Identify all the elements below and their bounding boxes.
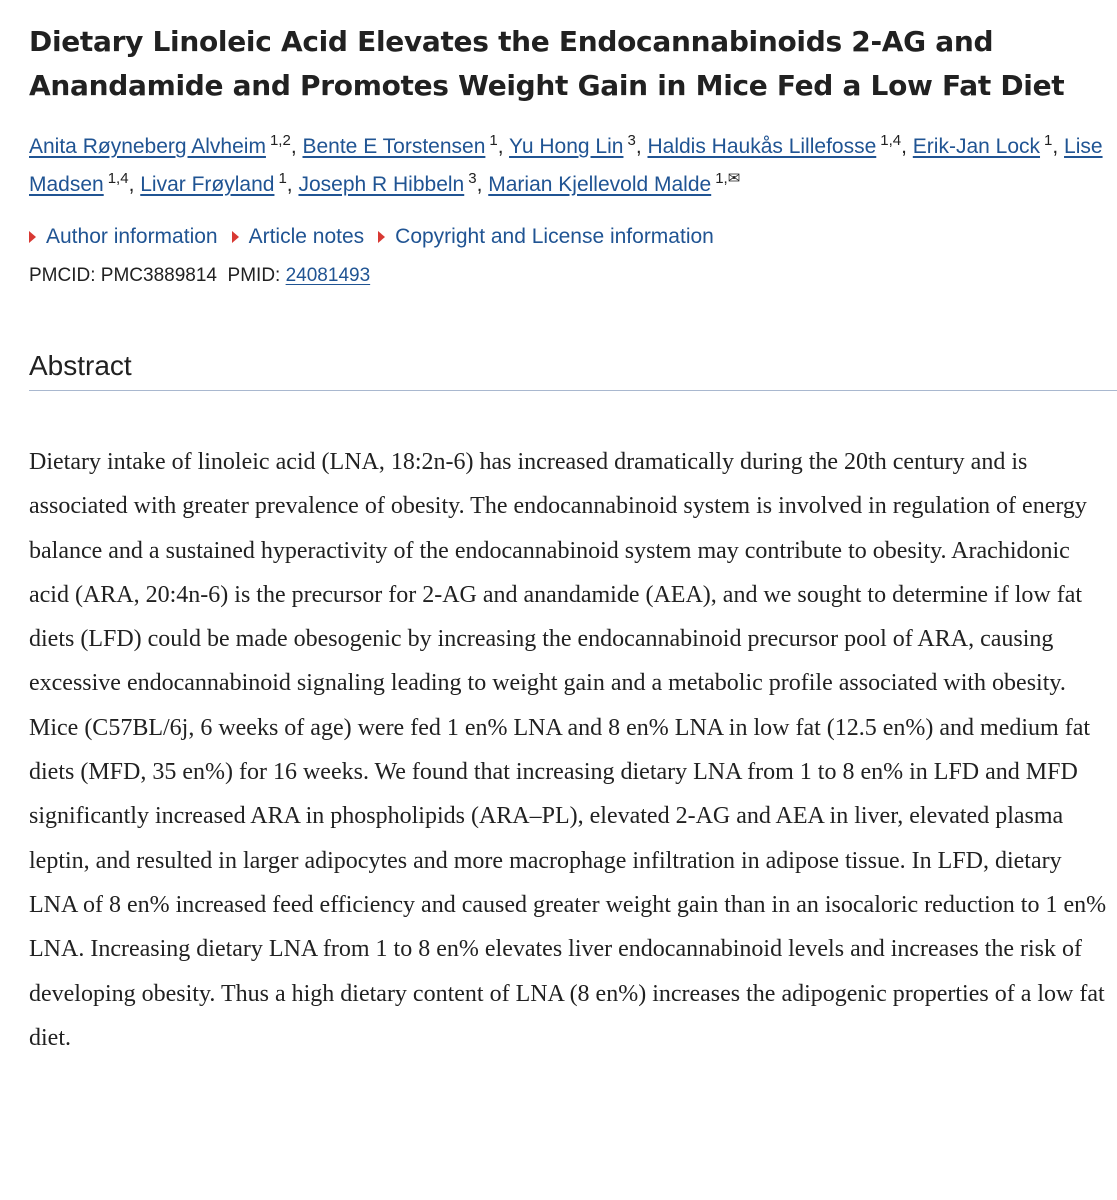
article-title: Dietary Linoleic Acid Elevates the Endocannabinoids 2-AG and Anandamide and Promotes Weight Gain in Mice Fed a Low Fat Diet	[29, 25, 1065, 102]
author-information-toggle[interactable]	[29, 225, 218, 249]
caret-right-icon	[29, 231, 36, 243]
article-identifiers	[29, 265, 1117, 287]
pmcid-value: PMC3889814	[100, 265, 217, 286]
copyright-license-label: Copyright and License information	[395, 225, 714, 248]
copyright-license-toggle[interactable]	[378, 225, 714, 249]
author-link[interactable]: Joseph R Hibbeln	[298, 173, 465, 196]
article-info-links	[29, 225, 1117, 249]
author-affiliation: 1	[489, 132, 498, 149]
author-affiliation: 1,✉	[715, 170, 741, 187]
author-affiliation: 3	[627, 132, 636, 149]
author-affiliation: 1,4	[107, 170, 129, 187]
caret-right-icon	[232, 231, 239, 243]
article-notes-toggle[interactable]	[232, 225, 365, 249]
pmid-link[interactable]: 24081493	[285, 265, 371, 286]
author-link[interactable]: Marian Kjellevold Malde	[488, 173, 712, 196]
author-affiliation: 1,4	[880, 132, 902, 149]
article-page	[29, 0, 1117, 1084]
author-information-label: Author information	[46, 225, 218, 248]
author-link[interactable]: Haldis Haukås Lillefosse	[647, 135, 877, 158]
pmid-label: PMID:	[227, 265, 281, 286]
author-affiliation: 1	[1044, 132, 1053, 149]
author-link[interactable]: Lise Madsen	[29, 135, 1103, 196]
author-affiliation: 1	[278, 170, 287, 187]
author-affiliation: 1,2	[269, 132, 291, 149]
author-affiliation: 3	[468, 170, 477, 187]
article-notes-label: Article notes	[248, 225, 365, 248]
abstract-heading: Abstract	[29, 350, 1117, 391]
author-link[interactable]: Yu Hong Lin	[509, 135, 624, 158]
author-link[interactable]: Bente E Torstensen	[302, 135, 486, 158]
author-link[interactable]: Anita Røyneberg Alvheim	[29, 135, 266, 158]
abstract-text: Dietary intake of linoleic acid (LNA, 18:2n-6) has increased dramatically during the 20th century and is associated with greater prevalence of obesity. The endocannabinoid system is involved in regulation of energy balance and a sustained hyperactivity of the endocannabinoid system may contribute to obesity. Arachidonic acid (ARA, 20:4n-6) is the precursor for 2-AG and anandamide (AEA), and we sought to determine if low fat diets (LFD) could be made obesogenic by increasing the endocannabinoid precursor pool of ARA, causing excessive endocannabinoid signaling leading to weight gain and a metabolic profile associated with obesity. Mice (C57BL/6j, 6 weeks of age) were fed 1 en% LNA and 8 en% LNA in low fat (12.5 en%) and medium fat diets (MFD, 35 en%) for 16 weeks. We found that increasing dietary LNA from 1 to 8 en% in LFD and MFD significantly increased ARA in phospholipids (ARA–PL), elevated 2-AG and AEA in liver, elevated plasma leptin, and resulted in larger adipocytes and more macrophage infiltration in adipose tissue. In LFD, dietary LNA of 8 en% increased feed efficiency and caused greater weight gain than in an isocaloric reduction to 1 en% LNA. Increasing dietary LNA from 1 to 8 en% elevates liver endocannabinoid levels and increases the risk of developing obesity. Thus a high dietary content of LNA (8 en%) increases the adipogenic properties of a low fat diet.	[29, 449, 1107, 1051]
author-link[interactable]: Livar Frøyland	[140, 173, 275, 196]
pmcid-label: PMCID:	[29, 265, 96, 286]
author-list: Anita Røyneberg Alvheim $^{1,2}$, Bente E Torstensen $^1$, Yu Hong Lin $^3$, Haldis Haukås Lillefosse $^{1,4}$, Erik-Jan Lock $^1$, Lise Madsen $^{1,4}$, Livar Frøyland $^1$, Joseph R Hibbeln $^3$, Marian Kjellevold Malde $^{1,✉}$	[29, 132, 1103, 196]
author-link[interactable]: Erik-Jan Lock	[912, 135, 1041, 158]
caret-right-icon	[378, 231, 385, 243]
